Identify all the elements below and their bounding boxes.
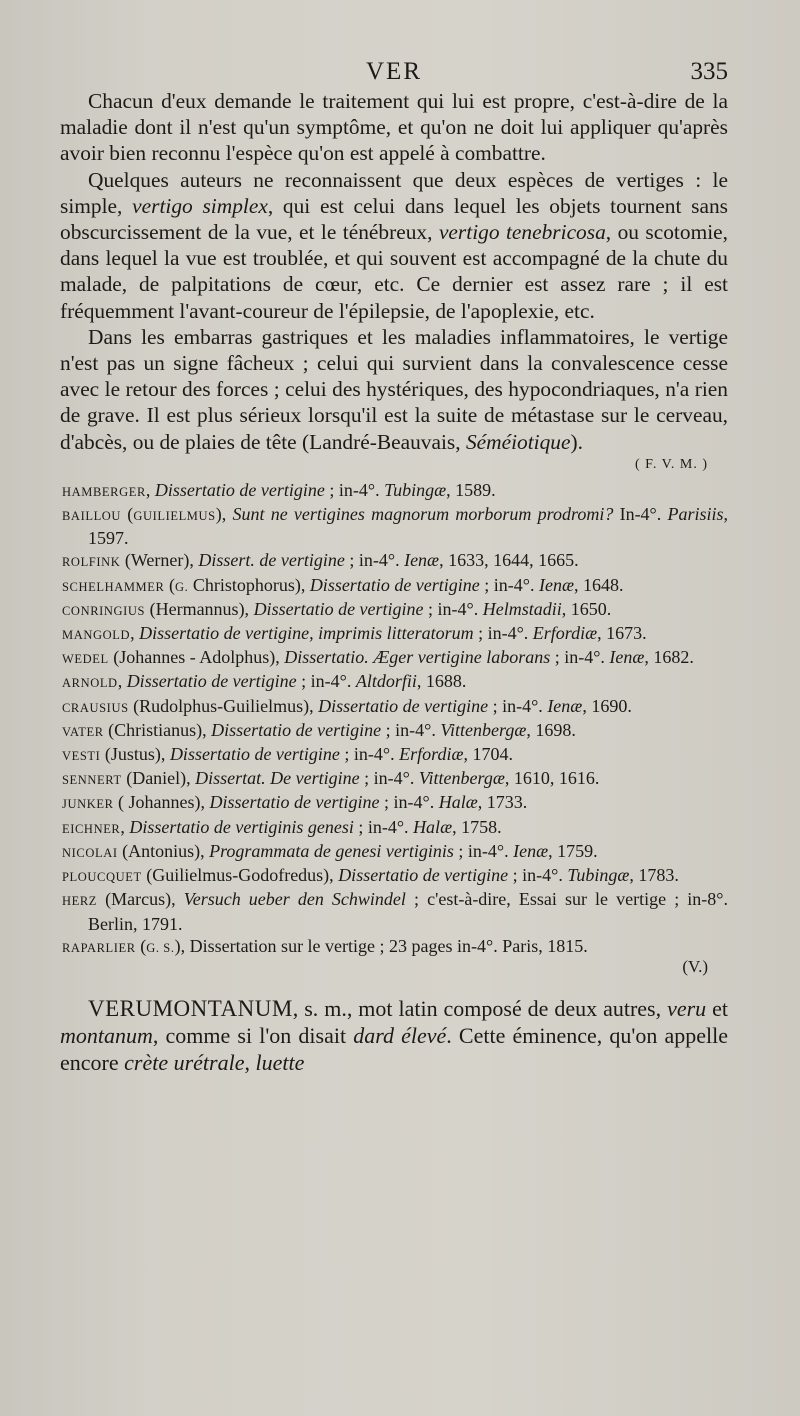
text-run: ; in-4°. <box>324 479 385 500</box>
italic-text: luette <box>255 1049 305 1075</box>
text-run: ; in-4°. <box>379 792 439 813</box>
bibliography-entry <box>62 670 728 694</box>
bibliography-entry <box>62 840 728 864</box>
text-run: Christophorus), <box>188 574 310 595</box>
headword: VERUMONTANUM <box>88 995 293 1021</box>
text-run: ( <box>164 574 175 595</box>
text-run: (Johannes - Adolphus), <box>108 647 285 668</box>
text-run: ; in-4°. <box>359 768 419 789</box>
text-run: ; in-4°. <box>344 550 405 571</box>
small-caps-name: MANGOLD <box>62 628 131 643</box>
text-run: ; in-4°. <box>550 647 610 668</box>
bibliography-entry <box>62 479 728 503</box>
italic-text: Dissertatio de vertigine <box>318 695 489 716</box>
text-run: , <box>130 623 140 644</box>
text-run: , 1589. <box>446 479 496 500</box>
text-run: . Cette éminence, qu'on appelle encore <box>60 1022 728 1075</box>
page-number: 335 <box>690 58 728 85</box>
text-run: , 1733. <box>477 792 528 813</box>
text-run: In-4°. <box>613 504 668 525</box>
italic-text: Dissertat. De vertigine <box>195 768 360 789</box>
text-run: , <box>117 671 127 692</box>
text-run: Chacun d'eux demande le traitement qui lui est propre, c'est-à-dire de la maladie dont il n'est qu'un symptôme, et qu'on ne doit lui appliquer qu'après avoir bien reconnu l'espèce qu'on est appelé à combattre. <box>60 89 728 166</box>
text-run: , comme si l'on disait <box>152 1022 354 1048</box>
text-run: ( <box>135 935 147 956</box>
bibliography-entry <box>62 695 728 719</box>
small-caps-name: WEDEL <box>62 652 109 667</box>
small-caps-name: ARNOLD <box>62 676 118 691</box>
italic-text: Altdorfii <box>355 671 417 692</box>
text-run: (Werner), <box>120 550 199 571</box>
article-verumontanum-paragraph <box>60 995 728 1076</box>
bibliography-entry <box>62 503 728 549</box>
small-caps-name: G. <box>174 579 189 594</box>
text-run: , 1673. <box>597 623 647 644</box>
italic-text: Parisiis <box>667 504 724 525</box>
small-caps-name: GUILIELMUS <box>133 509 216 524</box>
italic-text: Ienæ <box>609 647 645 668</box>
bibliography-entry <box>62 767 728 791</box>
bibliography-entry <box>62 888 728 934</box>
italic-text: Dissertatio de vertigine <box>169 744 340 765</box>
small-caps-name: VESTI <box>62 749 101 764</box>
text-run: , s. m., mot latin composé de deux autres, <box>292 995 668 1021</box>
small-caps-name: SENNERT <box>62 773 122 788</box>
text-run: (Rudolphus-Guilielmus), <box>128 695 319 716</box>
text-run: , 1610, 1616. <box>504 768 600 789</box>
text-run: et <box>706 995 728 1021</box>
italic-text: Helmstadii <box>482 598 562 619</box>
text-run: (Justus), <box>100 744 170 765</box>
small-caps-name: VATER <box>62 724 104 739</box>
text-run: (Guilielmus-Godofredus), <box>141 865 339 886</box>
text-run: Dans les embarras gastriques et les maladies inflammatoires, le vertige n'est pas un signe fâcheux ; celui qui survient dans la convalescence cesse avec le retour des forces ; celui des hystériques, des hypocondriaques, n'a rien de grave. Il est plus sérieux lorsqu'il est la suite de métastase sur le cerveau, d'abcès, ou de plaies de tête (Landré-Beauvais, <box>60 324 728 454</box>
italic-text: Halæ <box>438 792 478 813</box>
italic-text: Dissertatio de vertigine <box>126 671 297 692</box>
text-run: , 1633, 1644, 1665. <box>439 550 579 571</box>
page-body <box>60 88 728 1076</box>
small-caps-name: HAMBERGER <box>62 484 146 499</box>
small-caps-name: NICOLAI <box>62 845 118 860</box>
italic-text: veru <box>667 995 707 1021</box>
paragraph <box>60 167 728 324</box>
article-vertige-text <box>60 88 728 455</box>
bibliography-entry <box>62 864 728 888</box>
text-run: , <box>244 1049 256 1075</box>
text-run: , 1648. <box>574 574 624 595</box>
text-run: , 1597. <box>88 504 729 549</box>
italic-text: Dissertatio. Æger vertigine laborans <box>284 647 551 668</box>
italic-text: Dissertatio de vertigine <box>309 574 480 595</box>
bibliography-entry <box>62 743 728 767</box>
text-run: (Christianus), <box>103 719 212 740</box>
italic-text: Ienæ <box>404 550 440 571</box>
italic-text: dard élevé <box>353 1022 447 1048</box>
text-run: ; c'est-à-dire, Essai sur le vertige ; in-8°. Berlin, 1791. <box>88 889 728 934</box>
small-caps-name: PLOUCQUET <box>62 870 142 885</box>
text-run: , 1650. <box>561 598 612 619</box>
bibliography-entry <box>62 598 728 622</box>
italic-text: vertigo simplex <box>132 193 268 218</box>
italic-text: Erfordiæ <box>532 623 598 644</box>
bibliography-entry <box>62 549 728 573</box>
text-run: , <box>145 479 155 500</box>
text-run: , 1690. <box>582 695 632 716</box>
bibliography-entry <box>62 935 728 959</box>
italic-text: Dissertatio de vertiginis genesi <box>129 816 354 837</box>
text-run: , <box>120 816 130 837</box>
italic-text: Ienæ <box>547 695 583 716</box>
italic-text: Versuch ueber den Schwindel <box>183 889 406 910</box>
text-run: (Marcus), <box>97 889 184 910</box>
text-run: ( Johannes), <box>113 792 210 813</box>
italic-text: crète urétrale <box>124 1049 245 1075</box>
italic-text: Dissertatio de vertigine <box>209 792 380 813</box>
text-run: ; in-4°. <box>353 816 414 837</box>
paragraph <box>60 88 728 167</box>
italic-text: Vittenbergæ <box>440 719 527 740</box>
text-run: ; in-4°. <box>423 598 483 619</box>
text-run: ; in-4°. <box>473 623 533 644</box>
text-run: ; in-4°. <box>381 719 441 740</box>
text-run: (Daniel), <box>121 768 196 789</box>
italic-text: Vittenbergæ <box>418 768 505 789</box>
italic-text: Dissertatio de vertigine <box>154 479 325 500</box>
page-header <box>60 58 728 90</box>
italic-text: Erfordiæ <box>399 744 464 765</box>
text-run: , 1682. <box>644 647 694 668</box>
italic-text: Dissertatio de vertigine <box>338 865 509 886</box>
bibliography-entry <box>62 719 728 743</box>
text-run: (Antonius), <box>117 840 210 861</box>
italic-text: Ienæ <box>539 574 574 595</box>
small-caps-name: JUNKER <box>62 797 114 812</box>
small-caps-name: G. S. <box>146 940 175 955</box>
italic-text: Sunt ne vertigines magnorum morborum prodromi? <box>232 504 614 525</box>
text-run: , 1704. <box>463 744 513 765</box>
small-caps-name: RAPARLIER <box>62 940 136 955</box>
text-run: ). <box>570 429 583 454</box>
paragraph <box>60 324 728 455</box>
italic-text: Dissertatio de vertigine <box>211 719 382 740</box>
text-run: , 1759. <box>548 840 598 861</box>
italic-text: Tubingæ <box>384 479 447 500</box>
bibliography <box>60 479 728 959</box>
text-run: ; in-4°. <box>479 574 539 595</box>
italic-text: Programmata de genesi vertiginis <box>209 840 454 861</box>
small-caps-name: SCHELHAMMER <box>62 579 165 594</box>
text-run: ; in-4°. <box>488 695 548 716</box>
text-run: ; in-4°. <box>296 671 356 692</box>
small-caps-name: HERZ <box>62 894 98 909</box>
small-caps-name: BAILLOU <box>62 509 122 524</box>
small-caps-name: EICHNER <box>62 821 121 836</box>
bibliography-entry <box>62 646 728 670</box>
text-run: ; in-4°. <box>508 865 568 886</box>
bibliography-signature: (V.) <box>682 956 708 976</box>
running-head: VER <box>366 58 422 85</box>
text-run: , 1698. <box>526 719 576 740</box>
small-caps-name: ROLFINK <box>62 555 121 570</box>
italic-text: Ienæ <box>513 840 549 861</box>
text-run: ; in-4°. <box>339 744 400 765</box>
italic-text: Séméiotique <box>465 429 571 454</box>
italic-text: Dissert. de vertigine <box>198 550 345 571</box>
text-run: , ou scotomie, dans lequel la vue est troublée, et qui souvent est accompagné de la chute du malade, de palpitations de cœur, etc. Ce dernier est assez rare ; il est fréquemment l'avant-coureur de l'épilepsie, de l'apoplexie, etc. <box>60 220 728 323</box>
text-run: , 1688. <box>416 671 467 692</box>
italic-text: montanum <box>60 1022 153 1048</box>
text-run: , 1758. <box>452 816 502 837</box>
small-caps-name: CONRINGIUS <box>62 603 146 618</box>
text-run: ), <box>215 504 233 525</box>
italic-text: Halæ <box>413 816 453 837</box>
text-run: , 1783. <box>629 865 679 886</box>
small-caps-name: CRAUSIUS <box>62 700 129 715</box>
text-run: ; in-4°. <box>453 840 514 861</box>
article-verumontanum <box>60 995 728 1076</box>
text-run: ), Dissertation sur le vertige ; 23 pages in-4°. Paris, 1815. <box>174 935 588 956</box>
text-run: Quelques auteurs ne reconnaissent que deux espèces de vertiges : le simple, <box>60 167 728 218</box>
italic-text: Tubingæ <box>567 865 630 886</box>
text-run: , qui est celui dans lequel les objets tournent sans obscurcissement de la vue, et le ténébreux, <box>60 193 729 245</box>
author-signature: ( F. V. M. ) <box>635 456 708 472</box>
italic-text: Dissertatio de vertigine, imprimis litteratorum <box>139 623 474 644</box>
italic-text: vertigo tenebricosa <box>438 220 606 245</box>
bibliography-entry <box>62 622 728 646</box>
bibliography-entry <box>62 791 728 815</box>
text-run: (Hermannus), <box>145 598 254 619</box>
bibliography-entry <box>62 816 728 840</box>
bibliography-entry <box>62 574 728 598</box>
italic-text: Dissertatio de vertigine <box>253 598 424 619</box>
text-run: ( <box>121 504 134 525</box>
